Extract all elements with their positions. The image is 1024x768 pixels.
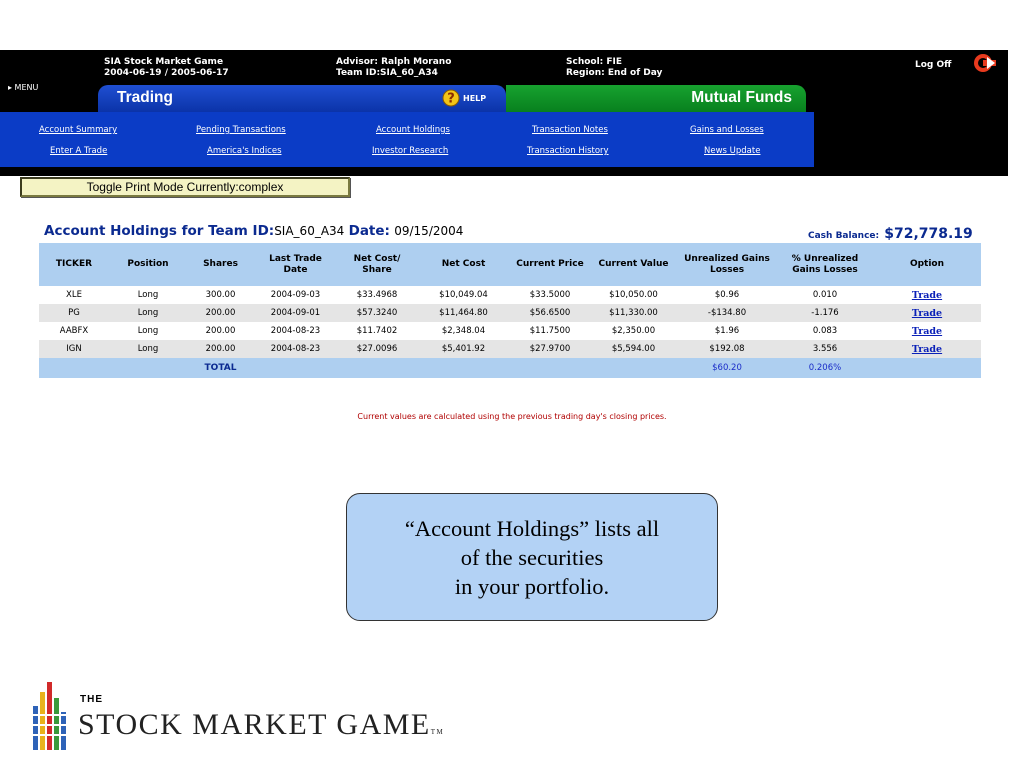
callout-text bbox=[405, 514, 659, 601]
cell-last-trade-date: 2004-09-03 bbox=[254, 286, 337, 304]
callout-box bbox=[346, 493, 718, 621]
cell-last-trade-date: 2004-08-23 bbox=[254, 340, 337, 358]
cell-shares: 200.00 bbox=[187, 304, 254, 322]
nav-enter-a-trade[interactable]: Enter A Trade bbox=[50, 146, 108, 156]
cell-unrealized-gains: $1.96 bbox=[677, 322, 777, 340]
col-net-cost: Net Cost bbox=[417, 243, 510, 286]
cell-current-value: $2,350.00 bbox=[590, 322, 677, 340]
nav-account-holdings[interactable]: Account Holdings bbox=[376, 125, 450, 135]
holdings-date: 09/15/2004 bbox=[394, 224, 464, 238]
cell-ticker: AABFX bbox=[39, 322, 109, 340]
advisor-name: Advisor: Ralph Morano bbox=[336, 57, 452, 67]
col-unrealized-gains: Unrealized Gains Losses bbox=[677, 243, 777, 286]
trade-link[interactable]: Trade bbox=[911, 307, 943, 319]
table-header-row bbox=[39, 243, 981, 286]
cell-pct-unrealized: 0.010 bbox=[777, 286, 873, 304]
table-row bbox=[39, 286, 981, 304]
tab-trading-label: Trading bbox=[117, 89, 173, 106]
col-shares: Shares bbox=[187, 243, 254, 286]
cell-pct-unrealized: -1.176 bbox=[777, 304, 873, 322]
table-row bbox=[39, 304, 981, 322]
cell-ticker: XLE bbox=[39, 286, 109, 304]
help-icon bbox=[442, 89, 460, 107]
svg-text:?: ? bbox=[447, 91, 455, 107]
cell-option bbox=[873, 286, 981, 304]
nav-investor-research[interactable]: Investor Research bbox=[372, 146, 449, 156]
cell-net-cost: $11,464.80 bbox=[417, 304, 510, 322]
cell-net-cost-share: $11.7402 bbox=[337, 322, 417, 340]
cell-current-value: $10,050.00 bbox=[590, 286, 677, 304]
cell-current-price: $11.7500 bbox=[510, 322, 590, 340]
cash-balance-label: Cash Balance: bbox=[808, 231, 880, 241]
col-net-cost-share: Net Cost/ Share bbox=[337, 243, 417, 286]
nav-account-summary[interactable]: Account Summary bbox=[39, 125, 118, 135]
brand-the: THE bbox=[80, 694, 103, 705]
col-pct-unrealized-gains: % Unrealized Gains Losses bbox=[777, 243, 873, 286]
callout-line-1: “Account Holdings” lists all bbox=[404, 515, 660, 541]
cell-ticker: IGN bbox=[39, 340, 109, 358]
cell-current-price: $33.5000 bbox=[510, 286, 590, 304]
cell-position: Long bbox=[109, 286, 187, 304]
nav-gains-and-losses[interactable]: Gains and Losses bbox=[690, 125, 764, 135]
cell-pct-unrealized: 0.083 bbox=[777, 322, 873, 340]
cell-current-value: $11,330.00 bbox=[590, 304, 677, 322]
total-label bbox=[187, 358, 254, 378]
brand-tm: TM bbox=[430, 728, 445, 736]
holdings-date-label: Date: bbox=[348, 223, 390, 239]
help-button[interactable] bbox=[442, 87, 486, 109]
region-name: Region: End of Day bbox=[566, 68, 663, 78]
total-pct-value: 0.206% bbox=[808, 363, 842, 373]
cell-last-trade-date: 2004-09-01 bbox=[254, 304, 337, 322]
log-off-link[interactable]: Log Off bbox=[915, 60, 952, 70]
cell-option bbox=[873, 322, 981, 340]
holdings-table bbox=[39, 243, 981, 378]
nav-pending-transactions[interactable]: Pending Transactions bbox=[196, 125, 286, 135]
col-current-value: Current Value bbox=[590, 243, 677, 286]
cell-unrealized-gains: -$134.80 bbox=[677, 304, 777, 322]
game-dates: 2004-06-19 / 2005-06-17 bbox=[104, 68, 229, 78]
total-label-text: TOTAL bbox=[204, 363, 237, 373]
table-row bbox=[39, 340, 981, 358]
nav-news-update[interactable]: News Update bbox=[704, 146, 761, 156]
brand-name bbox=[78, 708, 444, 742]
table-row bbox=[39, 322, 981, 340]
nav-transaction-notes[interactable]: Transaction Notes bbox=[532, 125, 608, 135]
col-option: Option bbox=[873, 243, 981, 286]
col-position: Position bbox=[109, 243, 187, 286]
cell-option bbox=[873, 304, 981, 322]
brand-name-text: STOCK MARKET GAME bbox=[78, 708, 431, 741]
cell-current-price: $27.9700 bbox=[510, 340, 590, 358]
cell-net-cost-share: $27.0096 bbox=[337, 340, 417, 358]
cell-position: Long bbox=[109, 322, 187, 340]
cell-shares: 200.00 bbox=[187, 322, 254, 340]
cell-net-cost: $5,401.92 bbox=[417, 340, 510, 358]
cell-last-trade-date: 2004-08-23 bbox=[254, 322, 337, 340]
toggle-print-mode-button[interactable]: Toggle Print Mode Currently:complex bbox=[20, 177, 350, 197]
total-gain-value: $60.20 bbox=[712, 363, 742, 373]
total-pct bbox=[777, 358, 873, 378]
holdings-title bbox=[44, 223, 463, 239]
cell-net-cost-share: $57.3240 bbox=[337, 304, 417, 322]
cell-net-cost: $2,348.04 bbox=[417, 322, 510, 340]
cell-position: Long bbox=[109, 304, 187, 322]
cell-ticker: PG bbox=[39, 304, 109, 322]
trade-link[interactable]: Trade bbox=[911, 343, 943, 355]
total-gain bbox=[677, 358, 777, 378]
cell-shares: 300.00 bbox=[187, 286, 254, 304]
cell-current-value: $5,594.00 bbox=[590, 340, 677, 358]
nav-transaction-history[interactable]: Transaction History bbox=[527, 146, 609, 156]
pricing-note: Current values are calculated using the previous trading day's closing prices. bbox=[357, 412, 667, 421]
menu-button[interactable]: ▸ MENU bbox=[8, 83, 39, 92]
cell-current-price: $56.6500 bbox=[510, 304, 590, 322]
holdings-title-prefix: Account Holdings for Team ID: bbox=[44, 223, 275, 239]
cell-option bbox=[873, 340, 981, 358]
nav-americas-indices[interactable]: America's Indices bbox=[207, 146, 282, 156]
trading-nav bbox=[0, 112, 814, 167]
cell-position: Long bbox=[109, 340, 187, 358]
callout-line-2: of the securities bbox=[460, 544, 604, 570]
stock-market-game-logo bbox=[33, 682, 473, 752]
game-name: SIA Stock Market Game bbox=[104, 57, 224, 67]
cell-net-cost-share: $33.4968 bbox=[337, 286, 417, 304]
cell-shares: 200.00 bbox=[187, 340, 254, 358]
bar-chart-logo-icon bbox=[33, 682, 73, 750]
col-last-trade-date: Last Trade Date bbox=[254, 243, 337, 286]
cell-unrealized-gains: $0.96 bbox=[677, 286, 777, 304]
trade-link[interactable]: Trade bbox=[911, 289, 943, 301]
cell-pct-unrealized: 3.556 bbox=[777, 340, 873, 358]
tab-mutual-funds[interactable] bbox=[506, 85, 806, 112]
trade-link[interactable]: Trade bbox=[911, 325, 943, 337]
tab-mutual-funds-label: Mutual Funds bbox=[691, 89, 792, 106]
callout-line-3: in your portfolio. bbox=[454, 573, 610, 599]
school-name: School: FIE bbox=[566, 57, 623, 67]
help-label: HELP bbox=[463, 93, 487, 103]
col-current-price: Current Price bbox=[510, 243, 590, 286]
cell-net-cost: $10,049.04 bbox=[417, 286, 510, 304]
cash-balance bbox=[808, 223, 973, 242]
total-row bbox=[39, 358, 981, 378]
col-ticker: TICKER bbox=[39, 243, 109, 286]
holdings-team: SIA_60_A34 bbox=[274, 224, 345, 238]
team-id: Team ID:SIA_60_A34 bbox=[336, 68, 438, 78]
cash-balance-value: $72,778.19 bbox=[884, 226, 973, 242]
cell-unrealized-gains: $192.08 bbox=[677, 340, 777, 358]
log-off-icon[interactable] bbox=[970, 53, 996, 73]
